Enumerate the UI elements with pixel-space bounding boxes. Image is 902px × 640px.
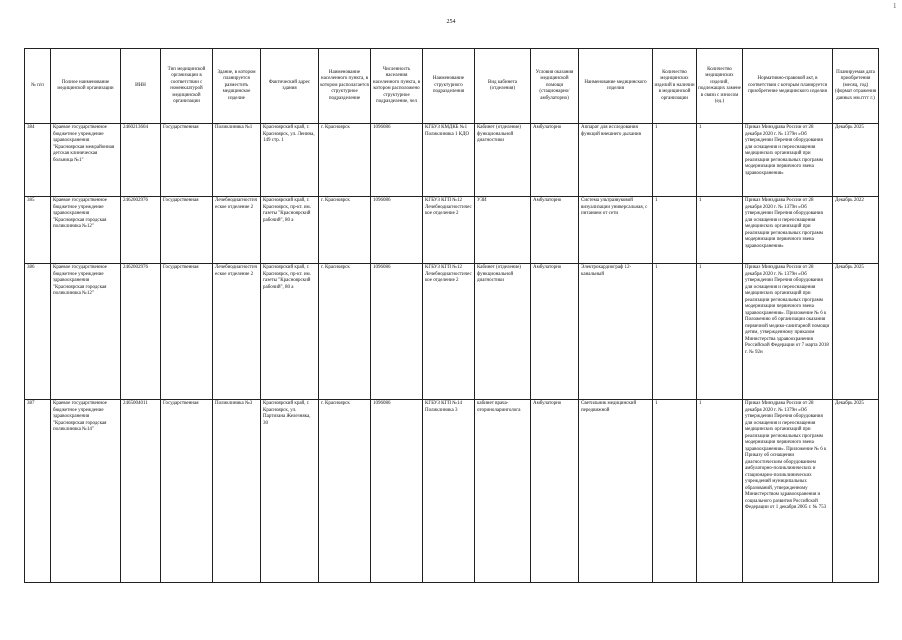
care-conditions: Амбулаторно [531, 124, 579, 197]
header-cell: Численность населения населенного пункта, в котором расположено структурное подразделение, чел [371, 49, 423, 124]
structural-unit: КГБУЗ КГП №12 Лечебнодиагностическое отделение 2 [423, 264, 475, 400]
corner-mark: 1 [893, 2, 897, 10]
population: 1096086 [371, 197, 423, 264]
address: Красноярский край, г. Красноярск, ул. Ленина, 149 стр. 1 [261, 124, 319, 197]
planned-date: Декабрь 2025 [833, 124, 879, 197]
qty-replace: 1 [697, 264, 743, 400]
qty-replace: 1 [697, 124, 743, 197]
table-row [25, 264, 879, 400]
device-name: Система ультразвуковой визуализации универсальная, с питанием от сети [579, 197, 653, 264]
qty-available: 1 [653, 124, 697, 197]
table-row [25, 400, 879, 583]
planned-date: Декабрь 2022 [833, 197, 879, 264]
row-number: 386 [25, 264, 51, 400]
row-number: 387 [25, 400, 51, 583]
organization-name: Краевое государственное бюджетное учреждение здравоохранения "Красноярская городская поликлиника №14" [51, 400, 121, 583]
header-cell: Полное наименование медицинской организации [51, 49, 121, 124]
header-cell: Вид кабинета (отделения) [475, 49, 531, 124]
address: Красноярский край, г. Красноярск, пр-кт. им. газеты "Красноярский рабочий", 80 а [261, 264, 319, 400]
legal-act: Приказ Минздрава России от 28 декабря 2020 г. № 1379н «Об утверждении Перечня оборудования для оснащения и переоснащения медицинских организаций при реализации региональных программ модернизации первичного звена здравоохранения» [743, 197, 833, 264]
table-row [25, 124, 879, 197]
header-cell: № п/п [25, 49, 51, 124]
table-row [25, 197, 879, 264]
header-cell: Здание, в котором планируется разместить медицинское изделие [213, 49, 261, 124]
settlement: г. Красноярск [319, 400, 371, 583]
inn: 2465004011 [121, 400, 161, 583]
table-header-row [25, 49, 879, 124]
header-cell: ИНН [121, 49, 161, 124]
qty-available: 1 [653, 197, 697, 264]
organization-name: Краевое государственное бюджетное учреждение здравоохранения "Красноярская межрайонная детская клиническая больница №1" [51, 124, 121, 197]
header-cell: Количество медицинских изделий, подлежащих замене в связи с износом (ед.) [697, 49, 743, 124]
organization-type: Государственная [161, 400, 213, 583]
inn: 2460213604 [121, 124, 161, 197]
structural-unit: КГБУЗ КГП №12 Лечебнодиагностическое отделение 2 [423, 197, 475, 264]
page-number: 254 [446, 19, 456, 25]
planned-date: Декабрь 2025 [833, 264, 879, 400]
header-cell: Наименование структурного подразделения [423, 49, 475, 124]
settlement: г. Красноярск [319, 197, 371, 264]
row-number: 384 [25, 124, 51, 197]
building: Лечебнодиагностическое отделение 2 [213, 264, 261, 400]
legal-act: Приказ Минздрава России от 28 декабря 2020 г. № 1379н «Об утверждении Перечня оборудования для оснащения и переоснащения медицинских организаций при реализации региональных программ модернизации первичного звена здравоохранения» [743, 124, 833, 197]
room-type: кабинет врача-оториноларинголога [475, 400, 531, 583]
building: Поликлиника №1 [213, 124, 261, 197]
organization-type: Государственная [161, 124, 213, 197]
header-cell: Нормативно-правовой акт, в соответствии с которым планируется приобретение медицинского изделия [743, 49, 833, 124]
row-number: 385 [25, 197, 51, 264]
settlement: г. Красноярск [319, 124, 371, 197]
header-cell: Наименование населенного пункта, в котором располагается структурное подразделение [319, 49, 371, 124]
legal-act: Приказ Минздрава России от 28 декабря 2020 г. № 1379н «Об утверждении Перечня оборудования для оснащения и переоснащения медицинских организаций при реализации региональных программ модернизации первичного звена здравоохранения». Приложение № 6 к Приказу об оснащении диагностическим оборудованием амбулаторно-поликлинических и стационарно-поликлинических учреждений муниципальных образований, утвержденному Министерством здравоохранения и социального развития Российской Федерации от 1 декабря 2005 г. № 753 [743, 400, 833, 583]
device-name: Электрокардиограф 12-канальный [579, 264, 653, 400]
header-cell: Тип медицинской организации в соответствии с номенклатурой медицинской организации [161, 49, 213, 124]
structural-unit: КГБУЗ КГП №14 Поликлиника 3 [423, 400, 475, 583]
organization-name: Краевое государственное бюджетное учреждение здравоохранения "Красноярская городская поликлиника №12" [51, 264, 121, 400]
organization-type: Государственная [161, 197, 213, 264]
population: 1096086 [371, 264, 423, 400]
qty-available: 1 [653, 264, 697, 400]
inn: 2462002976 [121, 197, 161, 264]
header-cell: Планируемая дата приобретения (месяц, год) (формат отражения данных мм.гггг г.) [833, 49, 879, 124]
settlement: г. Красноярск [319, 264, 371, 400]
planned-date: Декабрь 2025 [833, 400, 879, 583]
address: Красноярский край, г. Красноярск, ул. Партизана Железняка, 30 [261, 400, 319, 583]
care-conditions: Амбулаторно [531, 197, 579, 264]
building: Поликлиника №3 [213, 400, 261, 583]
population: 1096086 [371, 124, 423, 197]
header-cell: Фактический адрес здания [261, 49, 319, 124]
organization-name: Краевое государственное бюджетное учреждение здравоохранения "Красноярская городская поликлиника №12" [51, 197, 121, 264]
organization-type: Государственная [161, 264, 213, 400]
header-cell: Условия оказания медицинской помощи (стационарно/амбулаторно) [531, 49, 579, 124]
qty-replace: 1 [697, 400, 743, 583]
header-cell: Наименование медицинского изделия [579, 49, 653, 124]
header-cell: Количество медицинских изделий в наличии в медицинской организации [653, 49, 697, 124]
room-type: Кабинет (отделение) функциональной диагностики [475, 264, 531, 400]
room-type: УЗИ [475, 197, 531, 264]
room-type: Кабинет (отделение) функциональной диагностики [475, 124, 531, 197]
inn: 2462002976 [121, 264, 161, 400]
care-conditions: Амбулаторно [531, 264, 579, 400]
care-conditions: Амбулаторно [531, 400, 579, 583]
medical-equipment-table [24, 48, 879, 583]
population: 1096086 [371, 400, 423, 583]
qty-available: 1 [653, 400, 697, 583]
address: Красноярский край, г. Красноярск, пр-кт. им. газеты "Красноярский рабочий", 80 а [261, 197, 319, 264]
legal-act: Приказ Минздрава России от 28 декабря 2020 г. № 1379н «Об утверждении Перечня оборудования для оснащения и переоснащения медицинских организаций при реализации региональных программ модернизации первичного звена здравоохранения». Приложение № 6 к Положению об организации оказания первичной медико-санитарной помощи детям, утвержденному приказом Министерства здравоохранения Российской Федерации от 7 марта 2018 г. № 92н [743, 264, 833, 400]
device-name: Светильник медицинский передвижной [579, 400, 653, 583]
qty-replace: 1 [697, 197, 743, 264]
building: Лечебнодиагностическое отделение 2 [213, 197, 261, 264]
structural-unit: КГБУЗ КМДКБ №1 Поликлиника 1 КДО [423, 124, 475, 197]
device-name: Аппарат для исследования функций внешнего дыхания [579, 124, 653, 197]
